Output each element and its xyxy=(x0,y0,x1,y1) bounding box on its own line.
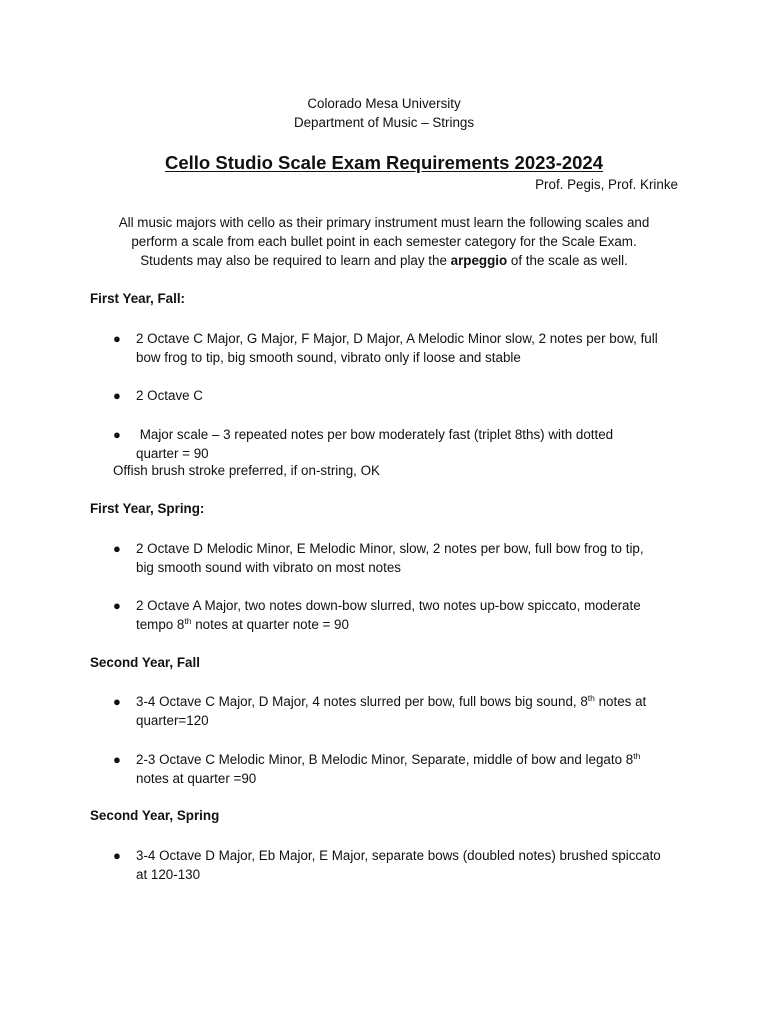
list-item xyxy=(113,596,696,634)
text-run: 3-4 Octave C Major, D Major, 4 notes slurred per bow, full bows big sound, 8 xyxy=(136,694,588,709)
intro-paragraph xyxy=(0,213,768,270)
list-item-line: 2 Octave D Melodic Minor, E Melodic Minor, slow, 2 notes per bow, full bow frog to tip, xyxy=(136,541,644,556)
superscript: th xyxy=(184,616,192,626)
list-item xyxy=(113,425,696,463)
bullet-icon: ● xyxy=(113,331,121,346)
list-item-line: Major scale – 3 repeated notes per bow moderately fast (triplet 8ths) with dotted xyxy=(136,427,614,442)
text-run: 2-3 Octave C Melodic Minor, B Melodic Minor, Separate, middle of bow and legato 8 xyxy=(136,752,634,767)
list-item xyxy=(113,539,696,577)
list-item-line: bow frog to tip, big smooth sound, vibrato only if loose and stable xyxy=(136,350,521,365)
list-item-line: 2 Octave A Major, two notes down-bow slurred, two notes up-bow spiccato, moderate xyxy=(136,598,641,613)
intro-line-1: All music majors with cello as their primary instrument must learn the following scales and xyxy=(118,215,650,230)
bullet-icon: ● xyxy=(113,598,121,613)
text-run: tempo 8 xyxy=(136,617,185,632)
list-item-line: quarter = 90 xyxy=(136,446,209,461)
note-text: Offish brush stroke preferred, if on-string, OK xyxy=(113,463,380,478)
bullet-icon: ● xyxy=(113,848,121,863)
intro-bold-term: arpeggio xyxy=(450,253,508,268)
bullet-icon: ● xyxy=(113,388,121,403)
document-title: Cello Studio Scale Exam Requirements 2023-2024 xyxy=(164,152,604,173)
professors-line: Prof. Pegis, Prof. Krinke xyxy=(535,177,678,192)
intro-line-3-text: Students may also be required to learn and play the xyxy=(140,253,451,268)
section-heading-second-year-fall: Second Year, Fall xyxy=(90,655,200,670)
list-item-line xyxy=(136,692,696,711)
list-item-line: notes at quarter =90 xyxy=(136,771,257,786)
list-item xyxy=(113,846,696,884)
list-item-line xyxy=(136,750,696,769)
bullet-icon: ● xyxy=(113,427,121,442)
list-item-line: 2 Octave C Major, G Major, F Major, D Major, A Melodic Minor slow, 2 notes per bow, full xyxy=(136,331,658,346)
list-item-line xyxy=(136,615,696,634)
list-item xyxy=(113,750,696,788)
section-heading-first-year-fall: First Year, Fall: xyxy=(90,291,186,306)
section-heading-second-year-spring: Second Year, Spring xyxy=(90,808,220,823)
text-run: notes at xyxy=(594,694,647,709)
bullet-icon: ● xyxy=(113,752,121,767)
institution-name: Colorado Mesa University xyxy=(307,96,461,111)
list-item-line: 3-4 Octave D Major, Eb Major, E Major, separate bows (doubled notes) brushed spiccato xyxy=(136,848,661,863)
list-item-line: quarter=120 xyxy=(136,713,209,728)
superscript: th xyxy=(633,751,641,761)
list-item-line: 2 Octave C xyxy=(136,388,203,403)
list-item-line: big smooth sound with vibrato on most notes xyxy=(136,560,401,575)
department-name: Department of Music – Strings xyxy=(293,115,475,130)
list-item-line: at 120-130 xyxy=(136,867,201,882)
bullet-icon: ● xyxy=(113,694,121,709)
section-heading-first-year-spring: First Year, Spring: xyxy=(90,501,205,516)
header-block xyxy=(0,94,768,132)
list-item xyxy=(113,329,696,367)
intro-line-3-tail: of the scale as well. xyxy=(507,253,628,268)
text-run: notes at quarter note = 90 xyxy=(191,617,349,632)
intro-line-2: perform a scale from each bullet point in each semester category for the Scale Exam. xyxy=(131,234,637,249)
list-item xyxy=(113,692,696,730)
superscript: th xyxy=(587,693,595,703)
intro-line-3 xyxy=(0,251,768,270)
bullet-icon: ● xyxy=(113,541,121,556)
list-item xyxy=(113,386,696,405)
